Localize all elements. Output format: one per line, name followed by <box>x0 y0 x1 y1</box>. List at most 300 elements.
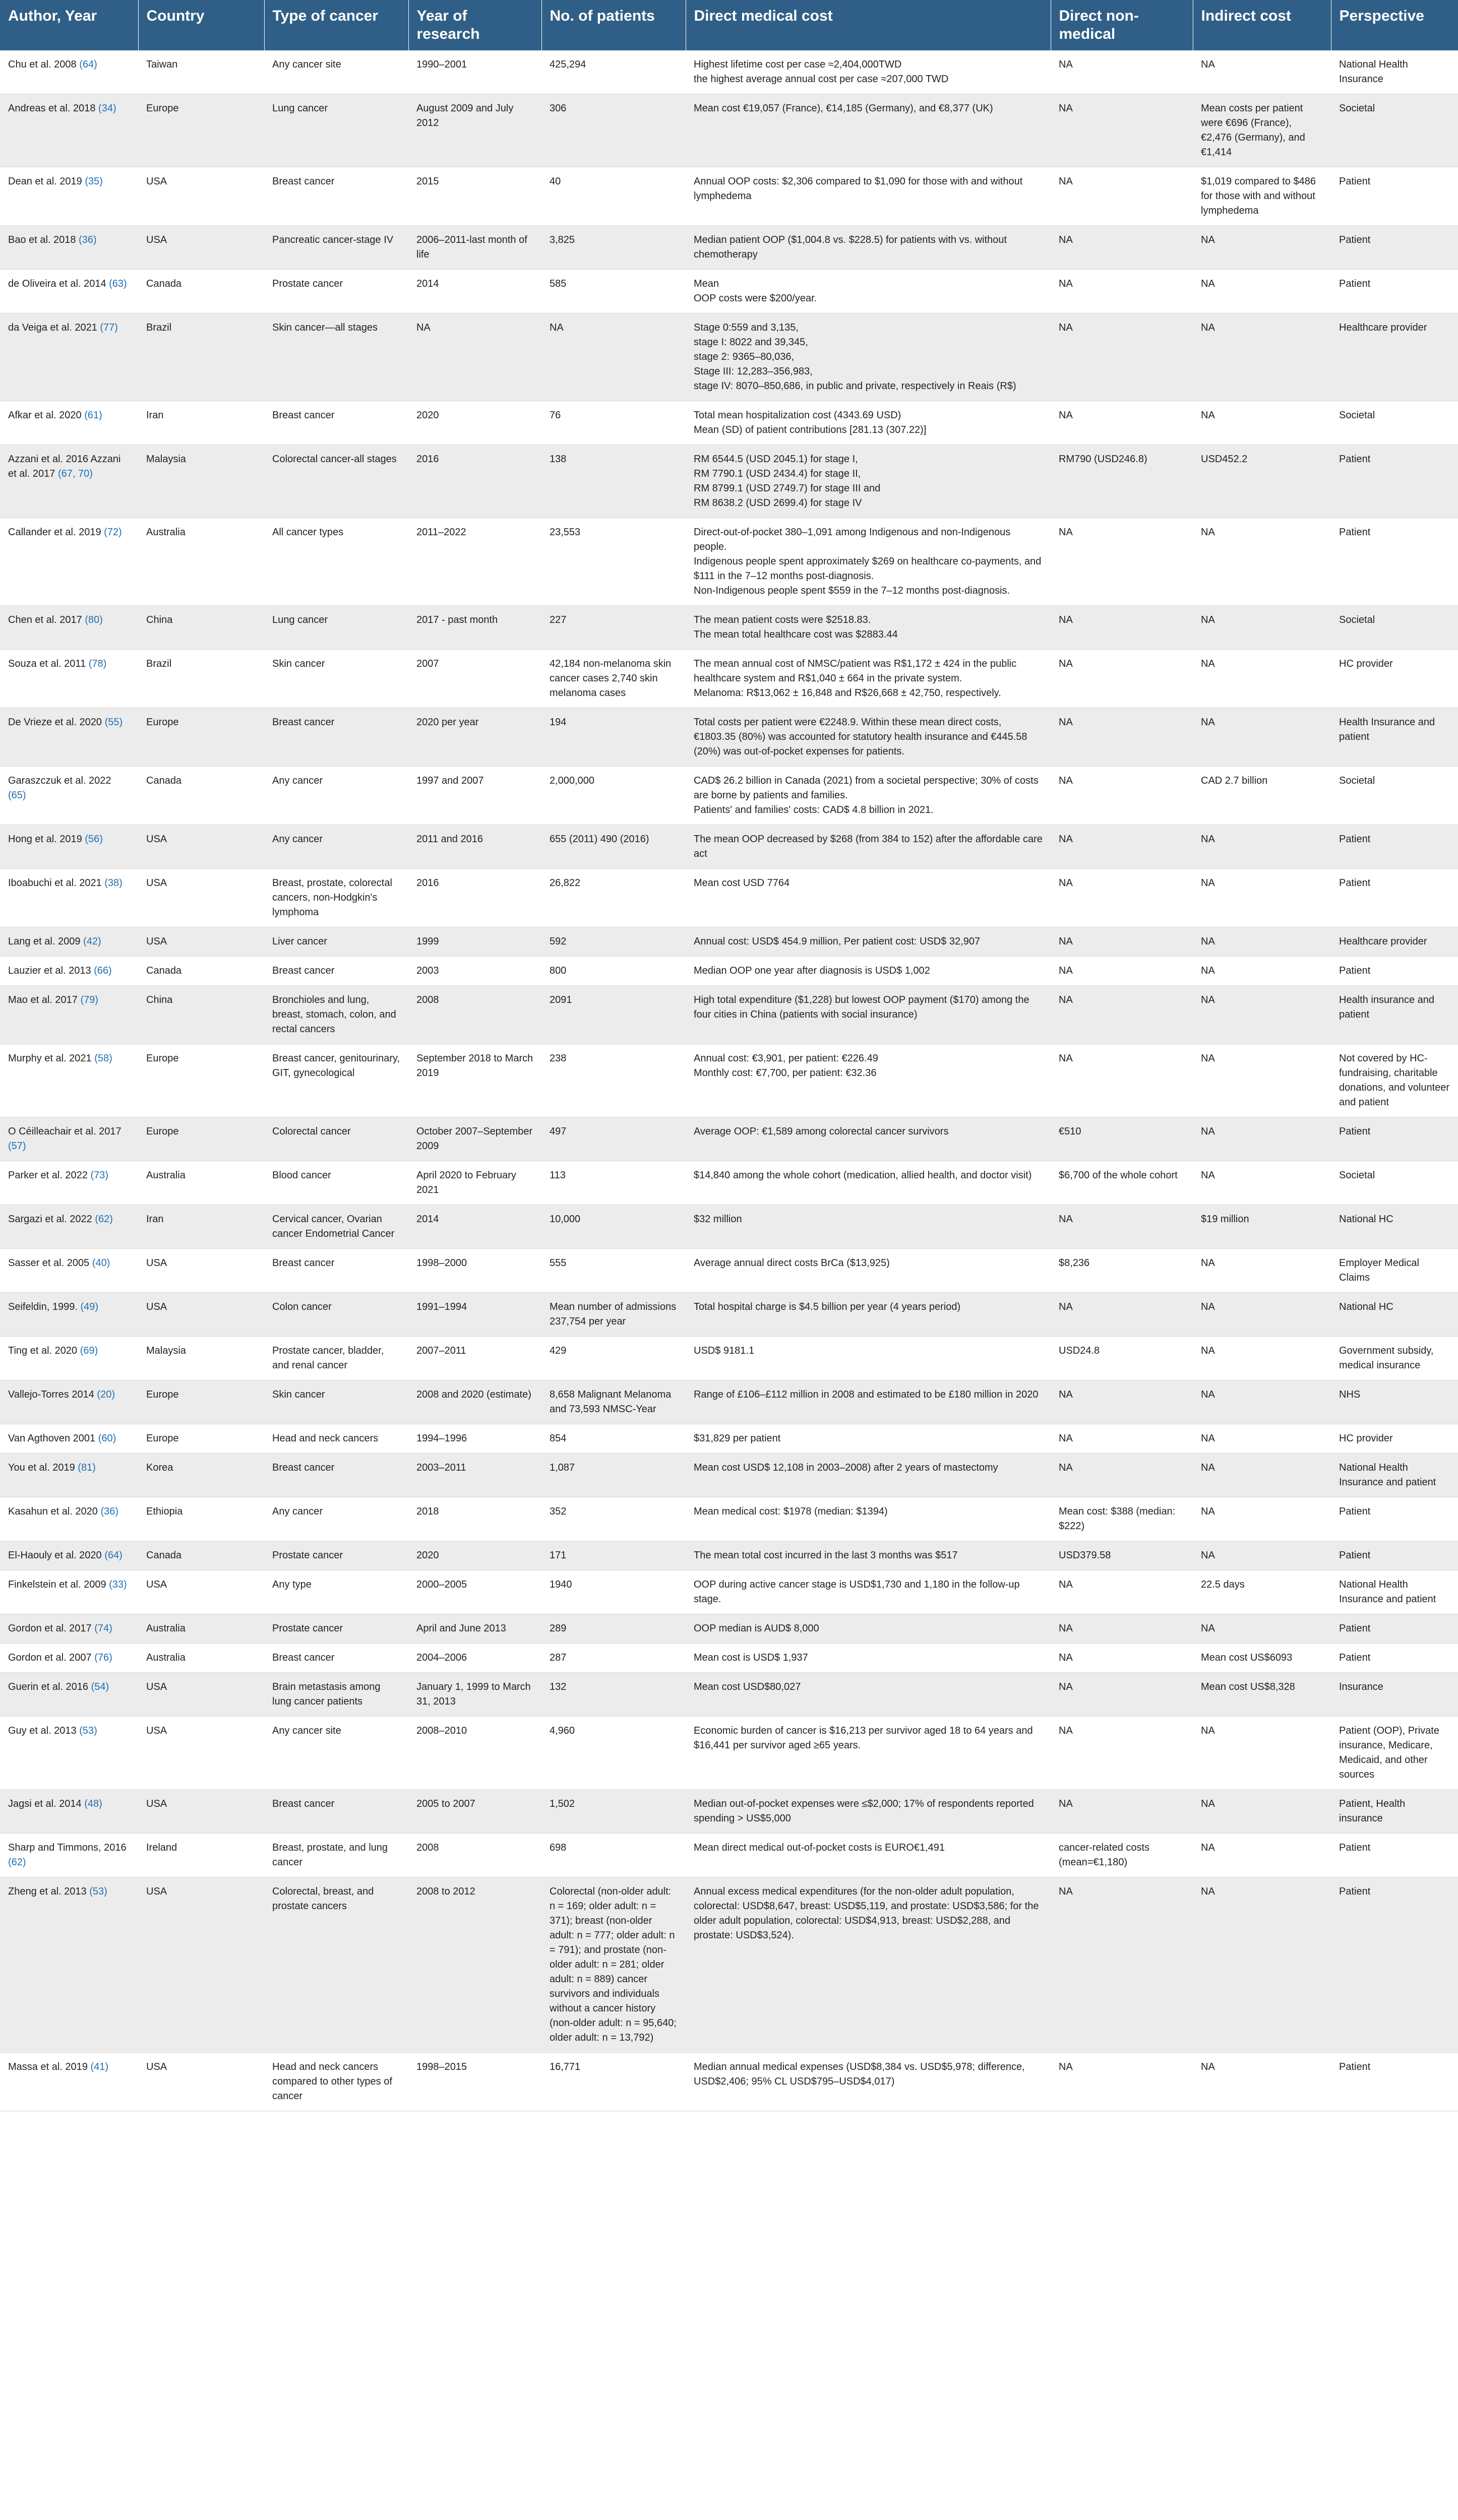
cell-type-of-cancer: Breast cancer <box>264 1644 408 1673</box>
cell-no-of-patients: 1,087 <box>541 1454 686 1497</box>
cell-no-of-patients: 289 <box>541 1614 686 1644</box>
reference-link[interactable]: (66) <box>94 965 112 976</box>
cell-indirect-cost: Mean cost US$8,328 <box>1193 1673 1331 1717</box>
cell-year-of-research: 2008 and 2020 (estimate) <box>408 1380 541 1424</box>
reference-link[interactable]: (76) <box>94 1652 112 1663</box>
cell-direct-medical-cost: Average annual direct costs BrCa ($13,925) <box>686 1249 1051 1293</box>
cell-country: Europe <box>138 1424 264 1454</box>
table-row <box>0 606 1458 650</box>
cell-year-of-research: 2003 <box>408 957 541 986</box>
cell-direct-non-medical: NA <box>1051 401 1193 445</box>
cell-country: USA <box>138 1249 264 1293</box>
reference-link[interactable]: (62) <box>95 1214 113 1225</box>
cell-indirect-cost: NA <box>1193 1337 1331 1380</box>
reference-link[interactable]: (56) <box>85 834 103 845</box>
cell-line: Monthly cost: €7,700, per patient: €32.36 <box>694 1067 877 1079</box>
cell-no-of-patients: 352 <box>541 1497 686 1541</box>
author-name: Guy et al. 2013 <box>8 1725 77 1736</box>
cell-year-of-research: 2006–2011-last month of life <box>408 226 541 270</box>
table-row <box>0 313 1458 401</box>
table-row <box>0 650 1458 708</box>
cell-no-of-patients: NA <box>541 313 686 401</box>
reference-link[interactable]: (80) <box>85 614 103 625</box>
cell-direct-non-medical: USD379.58 <box>1051 1541 1193 1570</box>
cell-perspective: Societal <box>1331 94 1458 167</box>
cell-year-of-research: 2020 <box>408 401 541 445</box>
header-direct-medical-cost: Direct medical cost <box>686 0 1051 50</box>
header-country: Country <box>138 0 264 50</box>
cell-year-of-research: August 2009 and July 2012 <box>408 94 541 167</box>
cell-direct-medical-cost: $31,829 per patient <box>686 1424 1051 1454</box>
cell-author-year <box>0 1541 138 1570</box>
cell-no-of-patients: 23,553 <box>541 518 686 606</box>
cell-perspective: Healthcare provider <box>1331 313 1458 401</box>
cell-indirect-cost: NA <box>1193 986 1331 1044</box>
author-name: Lauzier et al. 2013 <box>8 965 91 976</box>
cell-direct-non-medical: $6,700 of the whole cohort <box>1051 1161 1193 1205</box>
cell-type-of-cancer: Any cancer site <box>264 1717 408 1790</box>
cell-direct-medical-cost: The mean OOP decreased by $268 (from 384 to 152) after the affordable care act <box>686 825 1051 869</box>
cell-country: USA <box>138 167 264 226</box>
cell-perspective: Patient <box>1331 1541 1458 1570</box>
cell-type-of-cancer: Breast cancer <box>264 1454 408 1497</box>
table-row <box>0 957 1458 986</box>
cell-author-year <box>0 606 138 650</box>
cell-perspective: Societal <box>1331 401 1458 445</box>
author-name: Callander et al. 2019 <box>8 527 101 538</box>
cell-year-of-research: 2008 <box>408 1834 541 1877</box>
table-row <box>0 1424 1458 1454</box>
cell-year-of-research: January 1, 1999 to March 31, 2013 <box>408 1673 541 1717</box>
reference-link[interactable]: (55) <box>104 717 123 728</box>
reference-link[interactable]: (74) <box>94 1623 112 1634</box>
cell-author-year <box>0 1380 138 1424</box>
cell-no-of-patients: 655 (2011) 490 (2016) <box>541 825 686 869</box>
cell-perspective: Patient <box>1331 1614 1458 1644</box>
reference-link[interactable]: (36) <box>100 1506 119 1517</box>
cell-type-of-cancer: Liver cancer <box>264 927 408 957</box>
cell-direct-non-medical: NA <box>1051 1044 1193 1117</box>
table-row <box>0 1790 1458 1834</box>
cell-indirect-cost: $1,019 compared to $486 for those with and without lymphedema <box>1193 167 1331 226</box>
cell-direct-medical-cost: Annual cost: USD$ 454.9 million, Per patient cost: USD$ 32,907 <box>686 927 1051 957</box>
reference-link[interactable]: (79) <box>80 994 99 1005</box>
cell-year-of-research: 2007–2011 <box>408 1337 541 1380</box>
reference-link[interactable]: (38) <box>104 877 123 889</box>
cell-perspective: Patient <box>1331 167 1458 226</box>
cell-direct-non-medical: NA <box>1051 650 1193 708</box>
cell-direct-medical-cost: Economic burden of cancer is $16,213 per survivor aged 18 to 64 years and $16,441 per survivor aged ≥65 years. <box>686 1717 1051 1790</box>
cell-direct-non-medical: NA <box>1051 1717 1193 1790</box>
table-row <box>0 2053 1458 2111</box>
cell-no-of-patients: 429 <box>541 1337 686 1380</box>
table-row <box>0 927 1458 957</box>
cell-type-of-cancer: Any cancer site <box>264 50 408 94</box>
cell-direct-medical-cost: Total costs per patient were €2248.9. Within these mean direct costs, €1803.35 (80%) was accounted for statutory health insurance and €445.58 (20%) was out-of-pocket expenses for patients. <box>686 708 1051 767</box>
author-name: Murphy et al. 2021 <box>8 1053 92 1064</box>
cell-no-of-patients: 592 <box>541 927 686 957</box>
cell-no-of-patients: 138 <box>541 445 686 518</box>
cell-indirect-cost: NA <box>1193 1249 1331 1293</box>
cell-line: Annual cost: €3,901, per patient: €226.49 <box>694 1053 878 1064</box>
header-year-of-research: Year of research <box>408 0 541 50</box>
cell-type-of-cancer: Breast, prostate, colorectal cancers, non-Hodgkin's lymphoma <box>264 869 408 927</box>
cell-perspective: NHS <box>1331 1380 1458 1424</box>
author-name: Ting et al. 2020 <box>8 1345 78 1356</box>
cell-country: Ireland <box>138 1834 264 1877</box>
cell-direct-non-medical: RM790 (USD246.8) <box>1051 445 1193 518</box>
cell-no-of-patients: 10,000 <box>541 1205 686 1249</box>
reference-link[interactable]: (72) <box>104 527 122 538</box>
author-name: Kasahun et al. 2020 <box>8 1506 98 1517</box>
author-name: You et al. 2019 <box>8 1462 75 1473</box>
author-name: Chu et al. 2008 <box>8 59 77 70</box>
cell-direct-medical-cost: Mean medical cost: $1978 (median: $1394) <box>686 1497 1051 1541</box>
cell-type-of-cancer: Colon cancer <box>264 1293 408 1337</box>
table-row <box>0 1614 1458 1644</box>
cell-indirect-cost: NA <box>1193 226 1331 270</box>
reference-link[interactable]: (42) <box>83 936 101 947</box>
cell-type-of-cancer: Head and neck cancers compared to other types of cancer <box>264 2053 408 2111</box>
cell-author-year <box>0 94 138 167</box>
cell-perspective: Patient <box>1331 825 1458 869</box>
cell-author-year <box>0 1337 138 1380</box>
reference-link[interactable]: (49) <box>80 1301 99 1312</box>
cell-direct-medical-cost: Average OOP: €1,589 among colorectal cancer survivors <box>686 1117 1051 1161</box>
cell-year-of-research: 2004–2006 <box>408 1644 541 1673</box>
reference-link[interactable]: (64) <box>104 1550 123 1561</box>
table-row <box>0 1877 1458 2053</box>
cell-year-of-research: 2018 <box>408 1497 541 1541</box>
author-name: Massa et al. 2019 <box>8 2061 88 2072</box>
cell-year-of-research: 2016 <box>408 869 541 927</box>
cell-author-year <box>0 226 138 270</box>
author-name: Azzani et al. 2016 Azzani et al. 2017 <box>8 454 121 479</box>
author-name: O Céilleachair et al. 2017 <box>8 1126 122 1137</box>
cell-direct-medical-cost <box>686 650 1051 708</box>
reference-link[interactable]: (73) <box>90 1170 109 1181</box>
cell-year-of-research: September 2018 to March 2019 <box>408 1044 541 1117</box>
cell-direct-non-medical: NA <box>1051 1380 1193 1424</box>
cell-direct-non-medical: NA <box>1051 606 1193 650</box>
cell-perspective: Patient <box>1331 1877 1458 2053</box>
reference-link[interactable]: (33) <box>109 1579 127 1590</box>
cell-country: USA <box>138 825 264 869</box>
cell-perspective: Healthcare provider <box>1331 927 1458 957</box>
cell-direct-medical-cost: Median out-of-pocket expenses were ≤$2,000; 17% of respondents reported spending > US$5,000 <box>686 1790 1051 1834</box>
reference-link[interactable]: (63) <box>109 278 127 289</box>
cell-no-of-patients: 8,658 Malignant Melanoma and 73,593 NMSC-Year <box>541 1380 686 1424</box>
cell-country: Australia <box>138 1644 264 1673</box>
cell-indirect-cost: NA <box>1193 1790 1331 1834</box>
cell-type-of-cancer: Skin cancer <box>264 650 408 708</box>
cell-direct-medical-cost: OOP median is AUD$ 8,000 <box>686 1614 1051 1644</box>
cell-indirect-cost: NA <box>1193 1717 1331 1790</box>
cell-country: Taiwan <box>138 50 264 94</box>
cell-direct-medical-cost: Median OOP one year after diagnosis is USD$ 1,002 <box>686 957 1051 986</box>
cell-author-year <box>0 1834 138 1877</box>
cell-year-of-research: 2016 <box>408 445 541 518</box>
cell-no-of-patients: 2091 <box>541 986 686 1044</box>
cell-line: Patients' and families' costs: CAD$ 4.8 billion in 2021. <box>694 804 934 815</box>
cell-no-of-patients: 800 <box>541 957 686 986</box>
cell-no-of-patients: 555 <box>541 1249 686 1293</box>
cell-author-year <box>0 1673 138 1717</box>
table-row <box>0 1117 1458 1161</box>
author-name: Sasser et al. 2005 <box>8 1257 90 1269</box>
cell-direct-medical-cost: Mean cost USD$80,027 <box>686 1673 1051 1717</box>
reference-link[interactable]: (69) <box>80 1345 98 1356</box>
table-row <box>0 986 1458 1044</box>
cell-direct-medical-cost: Mean direct medical out-of-pocket costs is EURO€1,491 <box>686 1834 1051 1877</box>
cell-direct-medical-cost: Mean cost is USD$ 1,937 <box>686 1644 1051 1673</box>
cell-year-of-research: 2017 - past month <box>408 606 541 650</box>
table-row <box>0 869 1458 927</box>
author-name: Vallejo-Torres 2014 <box>8 1389 94 1400</box>
table-row <box>0 1454 1458 1497</box>
cell-indirect-cost: NA <box>1193 1424 1331 1454</box>
cell-author-year <box>0 1293 138 1337</box>
cell-direct-non-medical: NA <box>1051 1293 1193 1337</box>
cell-type-of-cancer: Colorectal cancer <box>264 1117 408 1161</box>
cell-year-of-research: 2008–2010 <box>408 1717 541 1790</box>
cell-type-of-cancer: Head and neck cancers <box>264 1424 408 1454</box>
cell-line: The mean annual cost of NMSC/patient was R$1,172 ± 424 in the public healthcare system and R$1,040 ± 664 in the private system. <box>694 658 1017 684</box>
author-name: Jagsi et al. 2014 <box>8 1798 82 1809</box>
cell-year-of-research: 1990–2001 <box>408 50 541 94</box>
cell-country: Korea <box>138 1454 264 1497</box>
header-type-of-cancer: Type of cancer <box>264 0 408 50</box>
cell-perspective: Patient <box>1331 226 1458 270</box>
cell-type-of-cancer: Breast cancer, genitourinary, GIT, gynecological <box>264 1044 408 1117</box>
cell-direct-medical-cost: The mean total cost incurred in the last 3 months was $517 <box>686 1541 1051 1570</box>
cell-country: Iran <box>138 1205 264 1249</box>
reference-link[interactable]: (54) <box>91 1681 109 1692</box>
reference-link[interactable]: (34) <box>98 103 116 114</box>
cell-perspective: Patient, Health insurance <box>1331 1790 1458 1834</box>
reference-link[interactable]: (61) <box>84 410 102 421</box>
cell-country: USA <box>138 226 264 270</box>
cell-year-of-research: 2015 <box>408 167 541 226</box>
cell-no-of-patients: 585 <box>541 270 686 313</box>
table-header <box>0 0 1458 50</box>
cell-direct-non-medical: NA <box>1051 226 1193 270</box>
cell-no-of-patients: 227 <box>541 606 686 650</box>
cell-line: RM 6544.5 (USD 2045.1) for stage I, <box>694 454 858 465</box>
cell-line: Stage 0:559 and 3,135, <box>694 322 799 333</box>
table-row <box>0 1249 1458 1293</box>
cell-no-of-patients: 497 <box>541 1117 686 1161</box>
cell-perspective: Patient <box>1331 1644 1458 1673</box>
table-row <box>0 825 1458 869</box>
cell-author-year <box>0 1117 138 1161</box>
cell-perspective: Employer Medical Claims <box>1331 1249 1458 1293</box>
cell-type-of-cancer: Prostate cancer, bladder, and renal cancer <box>264 1337 408 1380</box>
cell-no-of-patients: 1940 <box>541 1570 686 1614</box>
reference-link[interactable]: (81) <box>78 1462 96 1473</box>
cell-year-of-research: 2011–2022 <box>408 518 541 606</box>
cell-direct-non-medical: NA <box>1051 167 1193 226</box>
cell-direct-medical-cost: Mean cost USD$ 12,108 in 2003–2008) after 2 years of mastectomy <box>686 1454 1051 1497</box>
cell-direct-non-medical: cancer-related costs (mean=€1,180) <box>1051 1834 1193 1877</box>
reference-link[interactable]: (36) <box>79 234 97 245</box>
cell-country: Canada <box>138 957 264 986</box>
cell-direct-medical-cost: Mean cost €19,057 (France), €14,185 (Germany), and €8,377 (UK) <box>686 94 1051 167</box>
cell-author-year <box>0 1644 138 1673</box>
reference-link[interactable]: (78) <box>88 658 107 669</box>
cell-line: OOP costs were $200/year. <box>694 293 817 304</box>
reference-link[interactable]: (35) <box>85 176 103 187</box>
cell-year-of-research: 2003–2011 <box>408 1454 541 1497</box>
cell-direct-non-medical: €510 <box>1051 1117 1193 1161</box>
author-name: Gordon et al. 2007 <box>8 1652 92 1663</box>
cell-author-year <box>0 1205 138 1249</box>
cell-perspective: Patient <box>1331 270 1458 313</box>
cell-indirect-cost: NA <box>1193 1293 1331 1337</box>
table-row <box>0 1570 1458 1614</box>
cell-indirect-cost: NA <box>1193 708 1331 767</box>
cell-no-of-patients: Mean number of admissions 237,754 per year <box>541 1293 686 1337</box>
reference-link[interactable]: (58) <box>94 1053 112 1064</box>
cell-no-of-patients: 3,825 <box>541 226 686 270</box>
cell-indirect-cost: NA <box>1193 1877 1331 2053</box>
reference-link[interactable]: (53) <box>79 1725 97 1736</box>
cell-perspective: Government subsidy, medical insurance <box>1331 1337 1458 1380</box>
reference-link[interactable]: (57) <box>8 1141 26 1152</box>
reference-link[interactable]: (65) <box>8 790 26 801</box>
table-row <box>0 1161 1458 1205</box>
cell-year-of-research: 2014 <box>408 270 541 313</box>
cell-no-of-patients: 132 <box>541 1673 686 1717</box>
cell-country: Canada <box>138 1541 264 1570</box>
cell-year-of-research: 2020 <box>408 1541 541 1570</box>
cell-indirect-cost: NA <box>1193 825 1331 869</box>
author-name: Chen et al. 2017 <box>8 614 82 625</box>
cell-no-of-patients: 238 <box>541 1044 686 1117</box>
cell-country: USA <box>138 1293 264 1337</box>
cell-country: USA <box>138 1717 264 1790</box>
cell-country: USA <box>138 1673 264 1717</box>
cell-perspective: Societal <box>1331 606 1458 650</box>
cell-no-of-patients: 171 <box>541 1541 686 1570</box>
reference-link[interactable]: (62) <box>8 1857 26 1868</box>
cell-direct-non-medical: NA <box>1051 1424 1193 1454</box>
cell-country: Iran <box>138 401 264 445</box>
cell-perspective: Patient <box>1331 957 1458 986</box>
cell-author-year <box>0 1249 138 1293</box>
table-row <box>0 50 1458 94</box>
cell-line: stage 2: 9365–80,036, <box>694 351 795 362</box>
reference-link[interactable]: (20) <box>97 1389 115 1400</box>
author-name: Hong et al. 2019 <box>8 834 82 845</box>
cell-perspective: Health insurance and patient <box>1331 986 1458 1044</box>
cell-no-of-patients: 4,960 <box>541 1717 686 1790</box>
cell-direct-non-medical: NA <box>1051 1673 1193 1717</box>
cell-line: the highest average annual cost per case ≈207,000 TWD <box>694 74 949 85</box>
cell-direct-non-medical: NA <box>1051 825 1193 869</box>
cell-year-of-research: April 2020 to February 2021 <box>408 1161 541 1205</box>
cell-author-year <box>0 986 138 1044</box>
reference-link[interactable]: (77) <box>100 322 118 333</box>
cell-no-of-patients: 425,294 <box>541 50 686 94</box>
cell-indirect-cost: NA <box>1193 606 1331 650</box>
cell-country: Europe <box>138 708 264 767</box>
reference-link[interactable]: (53) <box>89 1886 107 1897</box>
table-row <box>0 445 1458 518</box>
cell-year-of-research: 2008 <box>408 986 541 1044</box>
author-name: Van Agthoven 2001 <box>8 1433 96 1444</box>
reference-link[interactable]: (41) <box>90 2061 109 2072</box>
reference-link[interactable]: (40) <box>92 1257 110 1269</box>
header-author-year: Author, Year <box>0 0 138 50</box>
cell-no-of-patients: 698 <box>541 1834 686 1877</box>
cell-indirect-cost: NA <box>1193 650 1331 708</box>
cell-type-of-cancer: Breast cancer <box>264 957 408 986</box>
cell-indirect-cost: 22.5 days <box>1193 1570 1331 1614</box>
cell-direct-non-medical: Mean cost: $388 (median: $222) <box>1051 1497 1193 1541</box>
author-name: Parker et al. 2022 <box>8 1170 88 1181</box>
cell-year-of-research: 2020 per year <box>408 708 541 767</box>
cell-indirect-cost: NA <box>1193 313 1331 401</box>
cell-country: USA <box>138 1570 264 1614</box>
cell-author-year <box>0 167 138 226</box>
table-row <box>0 1497 1458 1541</box>
author-name: Lang et al. 2009 <box>8 936 81 947</box>
table-row <box>0 1717 1458 1790</box>
cell-type-of-cancer: Breast cancer <box>264 1790 408 1834</box>
table-row <box>0 518 1458 606</box>
cell-year-of-research: 2007 <box>408 650 541 708</box>
author-name: de Oliveira et al. 2014 <box>8 278 106 289</box>
reference-link[interactable]: (60) <box>98 1433 116 1444</box>
cell-perspective: Patient <box>1331 1117 1458 1161</box>
author-name: Garaszczuk et al. 2022 <box>8 775 111 786</box>
cell-line: The mean patient costs were $2518.83. <box>694 614 871 625</box>
reference-link[interactable]: (67, 70) <box>57 468 93 479</box>
cell-direct-medical-cost <box>686 50 1051 94</box>
cell-direct-non-medical: NA <box>1051 94 1193 167</box>
author-name: Sharp and Timmons, 2016 <box>8 1842 127 1853</box>
cell-perspective: Not covered by HC- fundraising, charitable donations, and volunteer and patient <box>1331 1044 1458 1117</box>
header-direct-non-medical: Direct non-medical <box>1051 0 1193 50</box>
table-row <box>0 1205 1458 1249</box>
table-row <box>0 767 1458 825</box>
cell-author-year <box>0 1497 138 1541</box>
cell-indirect-cost: Mean cost US$6093 <box>1193 1644 1331 1673</box>
reference-link[interactable]: (48) <box>84 1798 102 1809</box>
author-name: da Veiga et al. 2021 <box>8 322 97 333</box>
cell-type-of-cancer: Prostate cancer <box>264 270 408 313</box>
cell-author-year <box>0 1717 138 1790</box>
cell-year-of-research: 2000–2005 <box>408 1570 541 1614</box>
cell-indirect-cost: NA <box>1193 401 1331 445</box>
table-row <box>0 1380 1458 1424</box>
cell-type-of-cancer: Any type <box>264 1570 408 1614</box>
cell-perspective: Societal <box>1331 1161 1458 1205</box>
cell-perspective: National Health Insurance <box>1331 50 1458 94</box>
cell-line: stage IV: 8070–850,686, in public and private, respectively in Reais (R$) <box>694 381 1016 392</box>
reference-link[interactable]: (64) <box>79 59 97 70</box>
cell-direct-medical-cost <box>686 401 1051 445</box>
cell-direct-non-medical: NA <box>1051 50 1193 94</box>
cell-direct-non-medical: NA <box>1051 1877 1193 2053</box>
author-name: De Vrieze et al. 2020 <box>8 717 102 728</box>
cell-direct-non-medical: NA <box>1051 1205 1193 1249</box>
author-name: Souza et al. 2011 <box>8 658 86 669</box>
cell-direct-non-medical: NA <box>1051 1454 1193 1497</box>
cell-country: Europe <box>138 94 264 167</box>
cell-perspective: Health Insurance and patient <box>1331 708 1458 767</box>
